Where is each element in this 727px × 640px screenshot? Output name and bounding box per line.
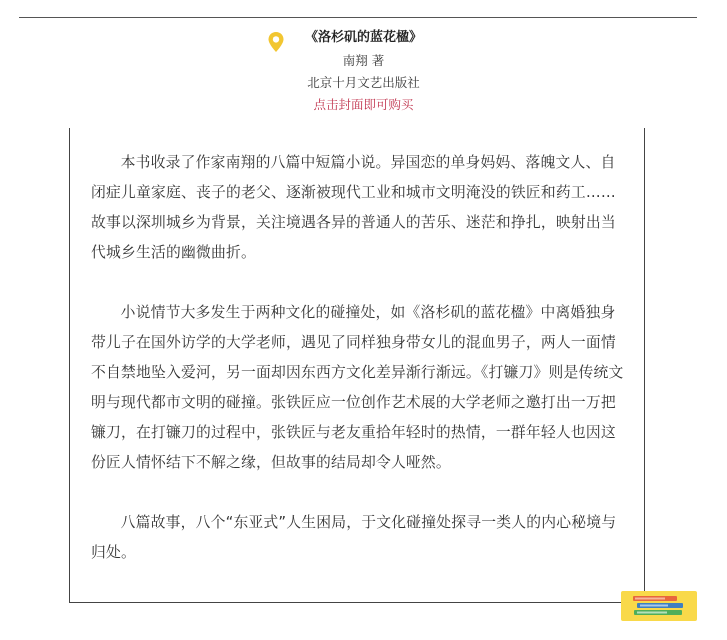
top-divider [19, 17, 697, 18]
book-author: 南翔 著 [342, 53, 385, 68]
description-text [91, 148, 627, 568]
buy-link[interactable]: 点击封面即可购买 [313, 97, 414, 112]
book-stack-button[interactable] [621, 591, 697, 621]
description-box [69, 128, 645, 603]
description-paragraph-1: 本书收录了作家南翔的八篇中短篇小说。异国恋的单身妈妈、落魄文人、自闭症儿童家庭、丧子的老父、逐渐被现代工业和城市文明淹没的铁匠和药工……故事以深圳城乡为背景，关注境遇各异的普通人的苦乐、迷茫和挣扎，映射出当代城乡生活的幽微曲折。 [91, 154, 616, 261]
book-stack-icon [631, 595, 687, 617]
description-paragraph-2: 小说情节大多发生于两种文化的碰撞处，如《洛杉矶的蓝花楹》中离婚独身带儿子在国外访学的大学老师，遇见了同样独身带女儿的混血男子，两人一面情不自禁地坠入爱河，另一面却因东西方文化差异渐行渐远。《打镰刀》则是传统文明与现代都市文明的碰撞。张铁匠应一位创作艺术展的大学老师之邀打出一万把镰刀，在打镰刀的过程中，张铁匠与老友重拾年轻时的热情，一群年轻人也因这份匠人情怀结下不解之缘，但故事的结局却令人哑然。 [91, 304, 624, 471]
book-title: 《洛杉矶的蓝花楹》 [304, 30, 422, 45]
map-pin-icon [267, 31, 285, 53]
title-row [0, 26, 727, 50]
book-publisher: 北京十月文艺出版社 [307, 75, 420, 90]
book-header [0, 26, 727, 116]
description-paragraph-3: 八篇故事，八个“东亚式”人生困局，于文化碰撞处探寻一类人的内心秘境与归处。 [91, 514, 617, 561]
